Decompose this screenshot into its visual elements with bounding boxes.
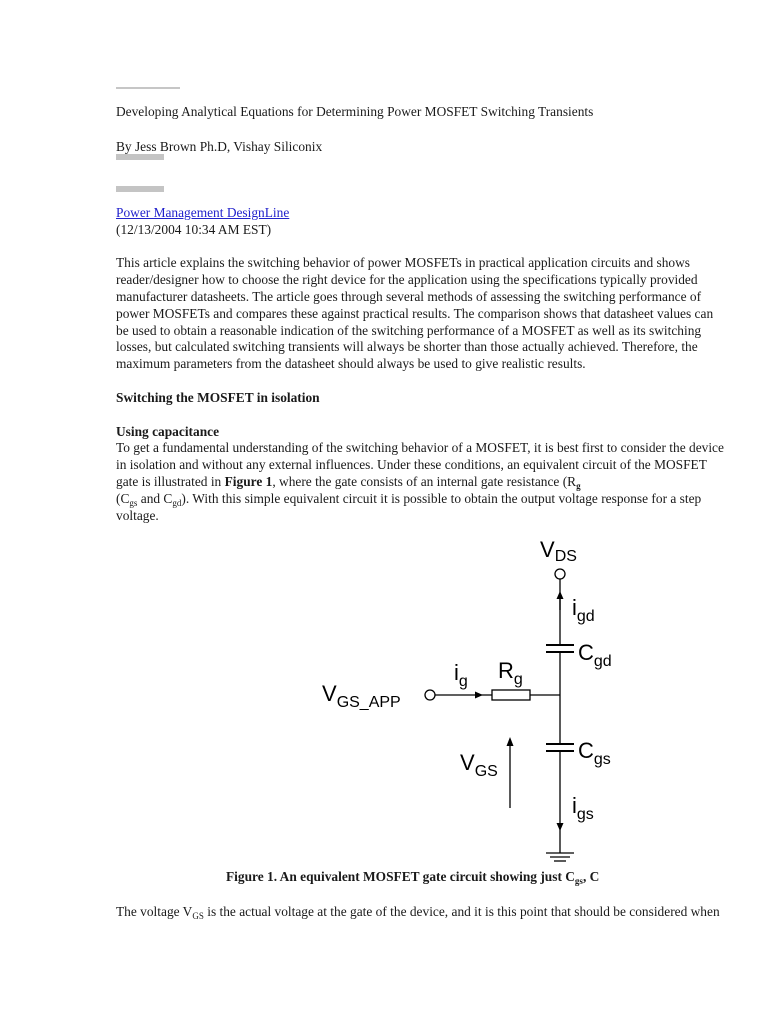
body-line: ($C_{gs}$ and $C_{gd}$). With this simple equivalent circuit it is possible to obtain the output voltage response for a step	[116, 490, 702, 508]
intro-line: This article explains the switching behavior of power MOSFETs in practical application circuits and shows	[116, 255, 690, 270]
closing-paragraph-line: The voltage $V_{GS}$ is the actual voltage at the gate of the device, and it is this point that should be considered when	[116, 904, 720, 921]
intro-line: losses, but calculated switching transients will always be shorter than those actually achieved. Therefore, the	[116, 339, 698, 355]
rg-resistor	[492, 690, 530, 700]
subsection-heading: Using capacitance	[116, 424, 220, 439]
figure-reference: Figure 1	[224, 473, 273, 489]
source-link[interactable]: Power Management DesignLine	[116, 205, 290, 220]
body-line: in isolation and without any external influences. Under these conditions, an equivalent circuit of the MOSFET	[116, 456, 707, 472]
byline-divider	[116, 154, 164, 160]
intro-line: be used to obtain a reasonable indication of the switching performance of a MOSFET as well as its switching	[116, 322, 702, 338]
source-divider	[116, 186, 164, 192]
body-line: To get a fundamental understanding of the switching behavior of a MOSFET, it is best first to consider the device	[116, 440, 724, 455]
rg-label: $R_g$	[498, 658, 523, 688]
figure-caption: Figure 1. An equivalent MOSFET gate circuit showing just $C_{gs}$, C	[226, 869, 600, 886]
cgd-label: $C_{gd}$	[578, 640, 612, 670]
intro-line: reader/designer how to choose the right device for the application using the specifications typically provided	[116, 271, 698, 287]
vgs-label: $V_{GS}$	[460, 750, 498, 780]
vgs-arrow-head	[507, 737, 514, 746]
body-line: voltage.	[116, 507, 159, 523]
vds-terminal	[555, 569, 565, 579]
body-line: gate is illustrated in Figure 1, where the gate consists of an internal gate resistance ($R_g$	[116, 473, 581, 491]
article-title: Developing Analytical Equations for Determining Power MOSFET Switching Transients	[116, 104, 594, 119]
ig-arrow-head	[475, 692, 483, 699]
vgs-app-terminal	[425, 690, 435, 700]
body-paragraph	[116, 440, 724, 524]
igs-arrow-head	[557, 823, 564, 831]
mosfet-gate-circuit-diagram	[300, 528, 630, 868]
publish-date: (12/13/2004 10:34 AM EST)	[116, 222, 272, 237]
top-divider	[116, 87, 180, 89]
intro-line: power MOSFETs and compares these against practical results. The comparison shows that datasheet values can	[116, 305, 714, 321]
intro-line: manufacturer datasheets. The article goes through several methods of assessing the switching performance of	[116, 288, 702, 304]
vgs-app-label: $V_{GS\_APP}$	[322, 681, 401, 711]
igd-arrow-head	[557, 591, 564, 599]
igs-label: $i_{gs}$	[572, 793, 594, 823]
ig-label: $i_g$	[454, 660, 468, 690]
vds-label: VDS	[540, 537, 577, 565]
byline: By Jess Brown Ph.D, Vishay Siliconix	[116, 139, 323, 154]
igd-label: $i_{gd}$	[572, 595, 595, 625]
intro-paragraph	[116, 255, 713, 373]
intro-line: maximum parameters from the datasheet should always be used to give realistic results.	[116, 356, 586, 372]
cgs-label: $C_{gs}$	[578, 738, 611, 768]
section-heading: Switching the MOSFET in isolation	[116, 390, 320, 405]
